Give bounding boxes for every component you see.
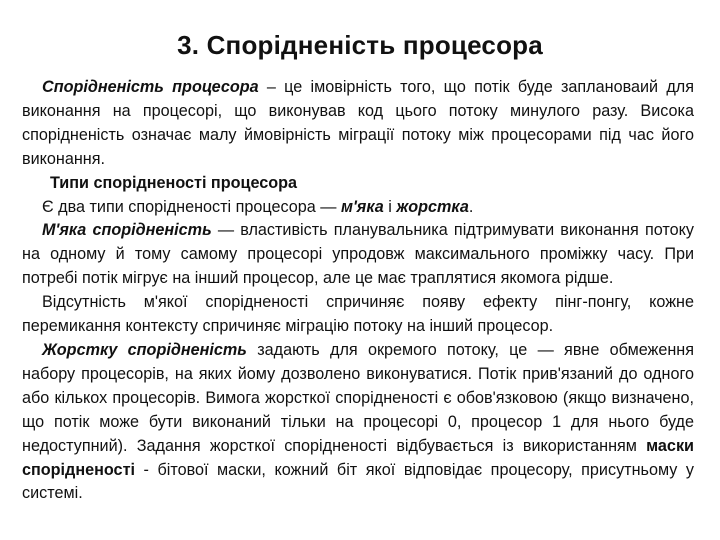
affinity-mask-term: маски спорідненості	[22, 436, 694, 479]
definition-term: Спорідненість процесора	[42, 78, 259, 96]
definition-paragraph	[22, 76, 694, 172]
hard-term: жорстка	[396, 197, 469, 216]
subheading-text: Типи спорідненості процесора	[50, 173, 298, 192]
slide-title: 3. Спорідненість процесора	[177, 30, 543, 60]
definition-text: – це імовірність того, що потік буде заплановаий для виконання на процесорі, що виконував код цього потоку минулого разу. Висока спорідненість означає малу ймовірність міграції потоку між процесорами під час його виконання.	[22, 78, 694, 168]
soft-affinity-term: М'яка спорідненість	[42, 221, 212, 240]
soft-affinity-paragraph	[22, 219, 694, 291]
section-subheading	[22, 172, 694, 196]
ping-pong-text: Відсутність м'якої спорідненості спричиняє появу ефекту пінг-понгу, кожне перемикання контексту спричиняє міграцію потоку на інший процесор.	[22, 293, 694, 336]
soft-affinity-text: — властивість планувальника підтримувати виконання потоку на одному й тому самому процесорі упродовж максимального проміжку часу. При потребі потік мігрує на інший процесор, але це має траплятися якомога рідше.	[22, 221, 694, 288]
types-lead: Є два типи спорідненості процесора —	[42, 197, 341, 216]
hard-affinity-tail: - бітової маски, кожний біт якої відповідає процесору, присутньому у системі.	[22, 460, 694, 503]
types-and: і	[383, 197, 397, 216]
hard-affinity-paragraph	[22, 339, 694, 506]
soft-term: м'яка	[340, 197, 384, 216]
hard-affinity-text: задають для окремого потоку, це — явне обмеження набору процесорів, на яких йому дозволено виконуватися. Потік прив'язаний до одного або кількох процесорів. Вимога жорсткої спорідненості є обов'язковою (якщо визначено, що потік може бути виконаний тільки на процесорі 0, процесор 1 для нього буде недоступний). Задання жорсткої спорідненості відбувається із використанням	[22, 340, 694, 455]
types-end: .	[468, 197, 474, 216]
types-paragraph	[22, 196, 694, 220]
hard-affinity-term: Жорстку спорідненість	[42, 340, 247, 359]
slide-body	[22, 76, 694, 506]
ping-pong-paragraph	[22, 291, 694, 339]
